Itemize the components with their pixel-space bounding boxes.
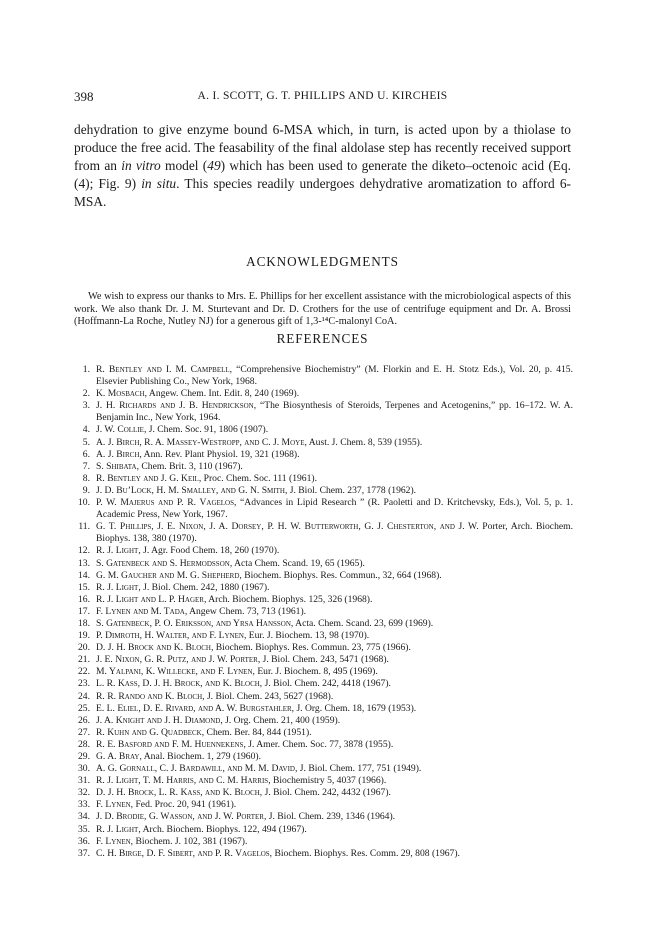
- running-title: A. I. SCOTT, G. T. PHILLIPS AND U. KIRCHEIS: [197, 90, 448, 102]
- reference-authors: D. J. H. Brock and K. Bloch: [96, 642, 211, 654]
- reference-citation: , J. Biol. Chem. 243, 5627 (1968).: [202, 690, 334, 702]
- reference-number: 4.: [82, 424, 90, 436]
- reference-authors: A. G. Gornall, C. J. Bardawill, and M. M. David: [96, 763, 295, 775]
- reference-authors: K. Mosbach: [96, 388, 145, 400]
- reference-number: 16.: [78, 593, 90, 605]
- reference-item: [74, 824, 573, 836]
- reference-number: 19.: [78, 630, 90, 642]
- reference-number: 33.: [78, 799, 90, 811]
- body-italic-in-situ: in situ: [141, 176, 177, 192]
- reference-citation: , Acta Chem. Scand. 19, 65 (1965).: [229, 557, 365, 569]
- reference-number: 6.: [82, 448, 90, 460]
- reference-item: [74, 545, 573, 557]
- reference-item: [74, 654, 573, 666]
- reference-item: [74, 364, 573, 388]
- reference-item: [74, 388, 573, 400]
- running-header: [74, 89, 571, 105]
- reference-citation: , Biochem. Biophys. Res. Commun. 23, 775 (1966).: [210, 642, 411, 654]
- reference-authors: S. Gatenbeck and S. Hermodsson: [96, 557, 230, 569]
- reference-number: 11.: [78, 521, 90, 533]
- reference-citation: , J. Biol. Chem. 242, 1880 (1967).: [138, 581, 270, 593]
- reference-number: 24.: [78, 690, 90, 702]
- reference-number: 31.: [78, 775, 90, 787]
- reference-item: [74, 461, 573, 473]
- reference-item: [74, 594, 573, 606]
- reference-authors: S. Shibata: [96, 460, 137, 472]
- reference-citation: , Arch. Biochem. Biophys. 125, 326 (1968).: [203, 593, 373, 605]
- reference-number: 22.: [78, 666, 90, 678]
- reference-authors: A. J. Birch, R. A. Massey-Westropp, and C. J. Moye: [96, 436, 305, 448]
- reference-citation: , Acta. Chem. Scand. 23, 699 (1969).: [290, 617, 434, 629]
- reference-item: [74, 751, 573, 763]
- acknowledgments-heading: ACKNOWLEDGMENTS: [246, 254, 399, 269]
- reference-authors: R. J. Light: [96, 581, 139, 593]
- reference-item: [74, 582, 573, 594]
- reference-number: 5.: [82, 436, 90, 448]
- reference-item: [74, 715, 573, 727]
- reference-item: [74, 497, 573, 521]
- body-text-1: dehydration to give enzyme bound 6-MSA which, in turn, is acted upon by a thiolase to produce the free acid. The feasability of the final aldolase step has recently received support from an: [74, 122, 571, 174]
- reference-number: 34.: [78, 811, 90, 823]
- reference-citation: , Anal. Biochem. 1, 279 (1960).: [139, 751, 261, 762]
- reference-citation: , J. Biol. Chem. 242, 4432 (1967).: [259, 787, 391, 799]
- reference-citation: , Biochemistry 5, 4037 (1966).: [268, 775, 387, 787]
- reference-authors: R. J. Light and L. P. Hager: [96, 593, 204, 605]
- reference-authors: R. J. Light, T. M. Harris, and C. M. Harris: [96, 775, 269, 787]
- reference-citation: , J. Biol. Chem. 177, 751 (1949).: [295, 763, 422, 775]
- reference-item: [74, 836, 573, 848]
- reference-citation: , Biochem. Biophys. Res. Commun., 32, 664 (1968).: [239, 569, 442, 581]
- reference-number: 7.: [82, 460, 90, 472]
- reference-item: [74, 570, 573, 582]
- reference-authors: M. Yalpani, K. Willecke, and F. Lynen: [96, 666, 253, 678]
- acknowledgments-text: We wish to express our thanks to Mrs. E. Phillips for her excellent assistance with the microbiological aspects of this work. We also thank Dr. J. M. Sturtevant and Dr. D. Crothers for the use of centrifuge equipment and Dr. A. Brossi (Hoffmann-La Roche, Nutley NJ) for a generous gift of 1,3-¹⁴C-malonyl CoA.: [74, 291, 571, 328]
- reference-citation: , Aust. J. Chem. 8, 539 (1955).: [304, 436, 423, 448]
- reference-authors: R. J. Light: [96, 823, 139, 835]
- reference-authors: G. M. Gaucher and M. G. Shepherd: [96, 569, 240, 581]
- reference-citation: , Chem. Brit. 3, 110 (1967).: [136, 460, 243, 472]
- reference-number: 12.: [78, 545, 90, 557]
- reference-authors: D. J. H. Brock, L. R. Kass, and K. Bloch: [96, 787, 260, 799]
- reference-authors: L. R. Kass, D. J. H. Brock, and K. Bloch: [96, 678, 260, 690]
- reference-item: [74, 473, 573, 485]
- reference-authors: R. Bentley and J. G. Keil: [96, 472, 199, 484]
- reference-authors: J. D. Brodie, G. Wasson, and J. W. Porter: [96, 811, 264, 823]
- reference-item: [74, 449, 573, 461]
- reference-authors: F. Lynen: [96, 799, 131, 811]
- reference-item: [74, 558, 573, 570]
- reference-authors: G. T. Phillips, J. E. Nixon, J. A. Dorsey, P. H. W. Butterworth, G. J. Chesterton, and: [96, 521, 455, 533]
- reference-number: 21.: [78, 654, 90, 666]
- reference-citation: , “Comprehensive Biochemistry” (M. Florkin and E. H. Stotz Eds.), Vol. 20, p. 415. Elsevier Publishing Co., New York, 1968.: [96, 364, 573, 388]
- reference-item: [74, 606, 573, 618]
- reference-citation: , J. Chem. Soc. 91, 1806 (1907).: [143, 424, 269, 436]
- reference-item: [74, 437, 573, 449]
- reference-number: 18.: [78, 617, 90, 629]
- body-italic-in-vitro: in vitro: [121, 158, 161, 174]
- body-text-4: . This species readily undergoes dehydrative aromatization to afford 6-MSA.: [74, 176, 571, 210]
- reference-authors: J. W. Collie: [96, 424, 144, 436]
- reference-number: 8.: [82, 472, 90, 484]
- reference-authors: F. Lynen and M. Tada: [96, 605, 185, 617]
- body-citation-49: 49: [207, 158, 221, 174]
- reference-authors: R. E. Basford and F. M. Huennekens: [96, 738, 244, 750]
- reference-item: [74, 678, 573, 690]
- reference-citation: , Chem. Ber. 84, 844 (1951).: [201, 726, 312, 738]
- reference-citation: , Eur. J. Biochem. 8, 495 (1969).: [252, 666, 378, 678]
- reference-citation: , Arch. Biochem. Biophys. 122, 494 (1967).: [138, 823, 307, 835]
- reference-number: 27.: [78, 726, 90, 738]
- reference-citation: , “Advances in Lipid Research ” (R. Paoletti and D. Kritchevsky, Eds.), Vol. 5, p. 1. Academic Press, New York, 1967.: [96, 497, 573, 521]
- reference-citation: , J. Biol. Chem. 237, 1778 (1962).: [284, 484, 417, 496]
- reference-item: [74, 799, 573, 811]
- reference-number: 37.: [78, 847, 90, 859]
- reference-citation: , Proc. Chem. Soc. 111 (1961).: [198, 472, 317, 484]
- reference-citation: , J. Biol. Chem. 239, 1346 (1964).: [263, 811, 396, 823]
- reference-number: 25.: [78, 702, 90, 714]
- reference-citation: J. W. Porter, Arch. Biochem. Biophys. 138, 380 (1970).: [96, 521, 573, 545]
- reference-number: 9.: [82, 484, 90, 496]
- reference-number: 30.: [78, 763, 90, 775]
- reference-number: 17.: [78, 605, 90, 617]
- reference-number: 28.: [78, 738, 90, 750]
- reference-authors: S. Gatenbeck, P. O. Eriksson, and Yrsa Hansson: [96, 617, 291, 629]
- reference-authors: R. Bentley and I. M. Campbell: [96, 364, 230, 375]
- reference-authors: J. A. Knight and J. H. Diamond: [96, 714, 221, 726]
- reference-item: [74, 811, 573, 823]
- reference-number: 35.: [78, 823, 90, 835]
- body-paragraph: [74, 121, 571, 211]
- body-text-2: model (: [160, 158, 208, 174]
- reference-item: [74, 521, 573, 545]
- reference-authors: R. Kuhn and G. Quadbeck: [96, 726, 202, 738]
- reference-number: 26.: [78, 714, 90, 726]
- reference-authors: E. L. Eliel, D. E. Rivard, and A. W. Burgstahler: [96, 702, 292, 714]
- reference-number: 15.: [78, 581, 90, 593]
- reference-number: 10.: [78, 497, 90, 509]
- reference-citation: , J. Org. Chem. 21, 400 (1959).: [220, 714, 341, 726]
- reference-number: 32.: [78, 787, 90, 799]
- reference-item: [74, 787, 573, 799]
- reference-citation: , Ann. Rev. Plant Physiol. 19, 321 (1968).: [139, 448, 300, 460]
- reference-item: [74, 666, 573, 678]
- reference-number: 20.: [78, 642, 90, 654]
- reference-citation: , Biochem. J. 102, 381 (1967).: [130, 835, 248, 847]
- reference-authors: P. W. Majerus and P. R. Vagelos: [96, 497, 235, 509]
- reference-citation: , J. Org. Chem. 18, 1679 (1953).: [291, 702, 417, 714]
- page-number: 398: [74, 89, 94, 104]
- reference-item: [74, 775, 573, 787]
- reference-item: [74, 630, 573, 642]
- reference-item: [74, 848, 573, 860]
- reference-authors: J. E. Nixon, G. R. Putz, and J. W. Porter: [96, 654, 258, 666]
- reference-authors: J. H. Richards and J. B. Hendrickson: [96, 400, 254, 412]
- reference-citation: , Fed. Proc. 20, 941 (1961).: [130, 799, 237, 811]
- reference-authors: R. R. Rando and K. Bloch: [96, 690, 203, 702]
- reference-authors: J. D. Bu’Lock, H. M. Smalley, and G. N. Smith: [96, 484, 285, 496]
- reference-authors: P. Dimroth, H. Walter, and F. Lynen: [96, 630, 244, 642]
- reference-item: [74, 424, 573, 436]
- reference-citation: , J. Biol. Chem. 243, 5471 (1968).: [257, 654, 389, 666]
- reference-citation: , Angew Chem. 73, 713 (1961).: [184, 605, 307, 617]
- reference-item: [74, 618, 573, 630]
- reference-number: 1.: [82, 364, 90, 375]
- reference-number: 23.: [78, 678, 90, 690]
- reference-number: 29.: [78, 751, 90, 762]
- reference-authors: A. J. Birch: [96, 448, 140, 460]
- reference-citation: , J. Amer. Chem. Soc. 77, 3878 (1955).: [243, 738, 394, 750]
- references-heading: REFERENCES: [276, 331, 369, 346]
- reference-authors: F. Lynen: [96, 835, 131, 847]
- reference-authors: R. J. Light: [96, 545, 139, 557]
- reference-number: 2.: [82, 388, 90, 400]
- reference-item: [74, 763, 573, 775]
- reference-citation: , J. Agr. Food Chem. 18, 260 (1970).: [138, 545, 280, 557]
- reference-number: 13.: [78, 557, 90, 569]
- reference-number: 36.: [78, 835, 90, 847]
- reference-authors: C. H. Birge, D. F. Sibert, and P. R. Vagelos: [96, 847, 270, 859]
- reference-number: 14.: [78, 569, 90, 581]
- reference-item: [74, 400, 573, 424]
- reference-item: [74, 727, 573, 739]
- reference-citation: , Biochem. Biophys. Res. Comm. 29, 808 (1967).: [269, 847, 460, 859]
- reference-item: [74, 703, 573, 715]
- reference-item: [74, 691, 573, 703]
- reference-item: [74, 739, 573, 751]
- reference-citation: , “The Biosynthesis of Steroids, Terpenes and Acetogenins,” pp. 16–172. W. A. Benjamin Inc., New York, 1964.: [96, 400, 573, 424]
- reference-number: 3.: [82, 400, 90, 412]
- reference-item: [74, 485, 573, 497]
- body-text-3: ) which has been used to generate the diketo–octenoic acid (Eq. (4); Fig. 9): [74, 158, 571, 192]
- reference-citation: , Eur. J. Biochem. 13, 98 (1970).: [243, 630, 370, 642]
- reference-authors: G. A. Bray: [96, 751, 140, 762]
- reference-item: [74, 642, 573, 654]
- reference-citation: , Angew. Chem. Int. Edit. 8, 240 (1969).: [144, 388, 300, 400]
- reference-citation: , J. Biol. Chem. 242, 4418 (1967).: [259, 678, 391, 690]
- reference-list: [74, 364, 573, 860]
